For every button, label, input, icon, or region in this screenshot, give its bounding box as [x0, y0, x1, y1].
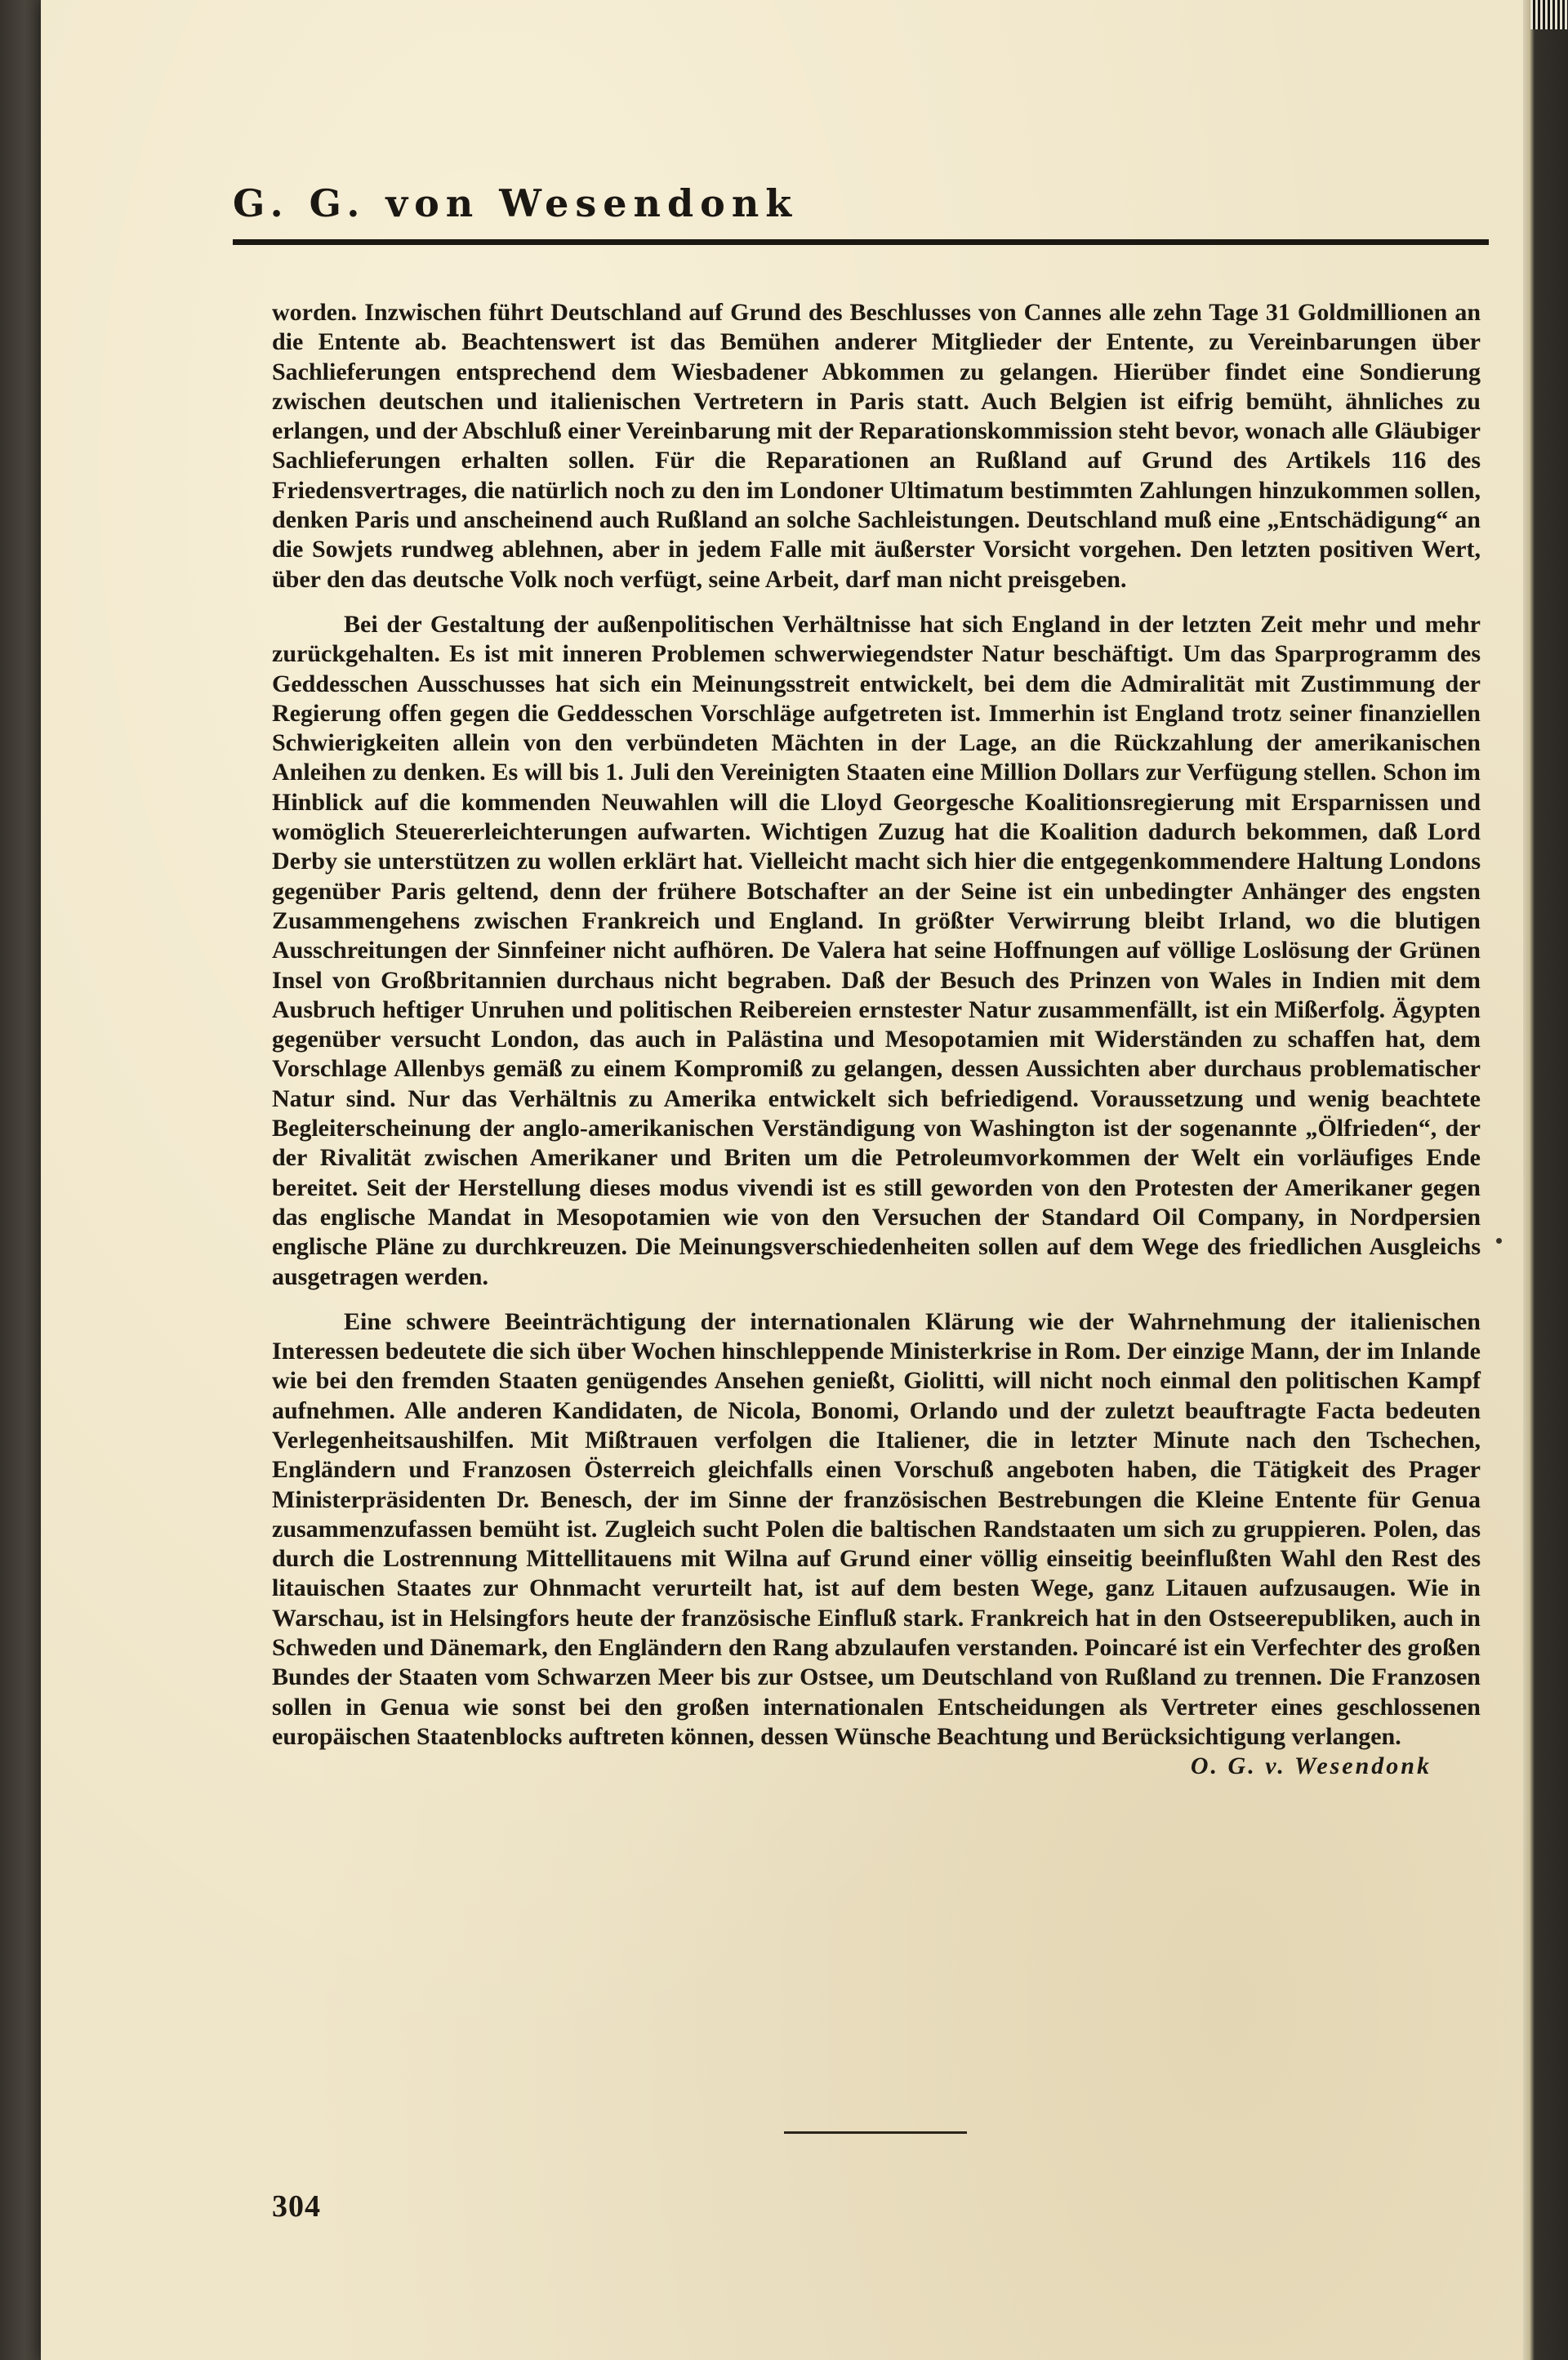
scan-calibration-strip — [1530, 0, 1568, 29]
header-rule — [233, 239, 1489, 245]
author-signature: O. G. v. Wesendonk — [1190, 1752, 1432, 1780]
page-edge — [1523, 0, 1568, 2360]
paragraph: Bei der Gestaltung der außenpolitischen Verhältnisse hat sich England in der letzten Zeit mehr und mehr zurückgehalten. Es ist mit inneren Problemen schwerwiegendster Natur beschäftigt. Um das Sparprogramm des Geddesschen Ausschusses hat sich ein Meinungsstreit entwickelt, bei dem die Admiralität mit Zustimmung der Regierung offen gegen die Geddesschen Vorschläge aufgetreten ist. Immerhin ist England trotz seiner finanziellen Schwierigkeiten allein von den verbündeten Mächten in der Lage, an die Rückzahlung der amerikanischen Anleihen zu denken. Es will bis 1. Juli den Vereinigten Staaten eine Million Dollars zur Verfügung stellen. Schon im Hinblick auf die kommenden Neuwahlen will die Lloyd Georgesche Koalitionsregierung mit Ersparnissen und womöglich Steuererleichterungen aufwarten. Wichtigen Zuzug hat die Koalition dadurch bekommen, daß Lord Derby sie unterstützen zu wollen erklärt hat. Vielleicht macht sich hier die entgegenkommendere Haltung Londons gegenüber Paris geltend, denn der frühere Botschafter an der Seine ist ein unbedingter Anhänger des engsten Zusammengehens zwischen Frankreich und England. In größter Verwirrung bleibt Irland, wo die blutigen Ausschreitungen der Sinnfeiner nicht aufhören. De Valera hat seine Hoffnungen auf völlige Loslösung der Grünen Insel von Großbritannien durchaus nicht begraben. Daß der Besuch des Prinzen von Wales in Indien mit dem Ausbruch heftiger Unruhen und politischen Reibereien ernstester Natur zusammenfällt, ist ein Mißerfolg. Ägypten gegenüber versucht London, das auch in Palästina und Mesopotamien mit Widerständen zu schaffen hat, dem Vorschlage Allenbys gemäß zu einem Kompromiß zu gelangen, dessen Aussichten aber durchaus problematischer Natur sind. Nur das Verhältnis zu Amerika entwickelt sich befriedigend. Voraussetzung und wenig beachtete Begleiterscheinung der anglo-amerikanischen Verständigung von Washington ist der sogenannte „Ölfrieden“, der der Rivalität zwischen Amerikaner und Briten um die Petroleumvorkommen der Welt ein vorläufiges Ende bereitet. Seit der Herstellung dieses modus vivendi ist es still geworden von den Protesten der Amerikaner gegen das englische Mandat in Mesopotamien wie von den Versuchen der Standard Oil Company, in Nordpersien englische Pläne zu durchkreuzen. Die Meinungsverschiedenheiten sollen auf dem Wege des friedlichen Ausgleichs ausgetragen werden. — [272, 610, 1481, 1290]
end-rule — [784, 2131, 967, 2134]
page-number: 304 — [272, 2189, 321, 2224]
paragraph: worden. Inzwischen führt Deutschland auf Grund des Beschlusses von Cannes alle zehn Tage 31 Goldmillionen an die Entente ab. Beachtenswert ist das Bemühen anderer Mitglieder der Entente, zu Vereinbarungen über Sachlieferungen entsprechend dem Wiesbadener Abkommen zu gelangen. Hierüber findet eine Sondierung zwischen deutschen und italienischen Vertretern in Paris statt. Auch Belgien ist eifrig bemüht, ähnliches zu erlangen, und der Abschluß einer Vereinbarung mit der Reparationskommission steht bevor, wonach alle Gläubiger Sachlieferungen erhalten sollen. Für die Reparationen an Rußland auf Grund des Artikels 116 des Friedensvertrages, die natürlich noch zu den im Londoner Ultimatum bestimmten Zahlungen hinzukommen sollen, denken Paris und anscheinend auch Rußland an solche Sachleistungen. Deutschland muß eine „Entschädigung“ an die Sowjets rundweg ablehnen, aber in jedem Falle mit äußerster Vorsicht vorgehen. Den letzten positiven Wert, über den das deutsche Volk noch verfügt, seine Arbeit, darf man nicht preisgeben. — [272, 299, 1481, 593]
margin-mark — [1496, 1238, 1502, 1244]
article-body — [272, 298, 1481, 1782]
paragraph: Eine schwere Beeinträchtigung der internationalen Klärung wie der Wahrnehmung der italienischen Interessen bedeutete die sich über Wochen hinschleppende Ministerkrise in Rom. Der einzige Mann, der im Inlande wie bei den fremden Staaten genügendes Ansehen genießt, Giolitti, will nicht noch einmal den politischen Kampf aufnehmen. Alle anderen Kandidaten, de Nicola, Bonomi, Orlando und der zuletzt beauftragte Facta bedeuten Verlegenheitsaushilfen. Mit Mißtrauen verfolgen die Italiener, die in letzter Minute nach den Tschechen, Engländern und Franzosen Österreich gleichfalls einen Vorschuß angeboten haben, die Tätigkeit des Prager Ministerpräsidenten Dr. Benesch, der im Sinne der französischen Bestrebungen die Kleine Entente für Genua zusammenzufassen bemüht ist. Zugleich sucht Polen die baltischen Randstaaten um sich zu gruppieren. Polen, das durch die Lostrennung Mittellitauens mit Wilna auf Grund einer völlig einseitig beeinflußten Wahl den Rest des litauischen Staates zur Ohnmacht verurteilt hat, ist auf dem besten Wege, ganz Litauen aufzusaugen. Wie in Warschau, ist in Helsingfors heute der französische Einfluß stark. Frankreich hat in den Ostseerepubliken, auch in Schweden und Dänemark, den Engländern den Rang abzulaufen verstanden. Poincaré ist ein Verfechter des großen Bundes der Staaten vom Schwarzen Meer bis zur Ostsee, um Deutschland von Rußland zu trennen. Die Franzosen sollen in Genua wie sonst bei den großen internationalen Entscheidungen als Vertreter eines geschlossenen europäischen Staatenblocks auftreten können, dessen Wünsche Beachtung und Berücksichtigung verlangen. — [272, 1307, 1481, 1750]
running-head: G. G. von Wesendonk — [233, 181, 799, 225]
